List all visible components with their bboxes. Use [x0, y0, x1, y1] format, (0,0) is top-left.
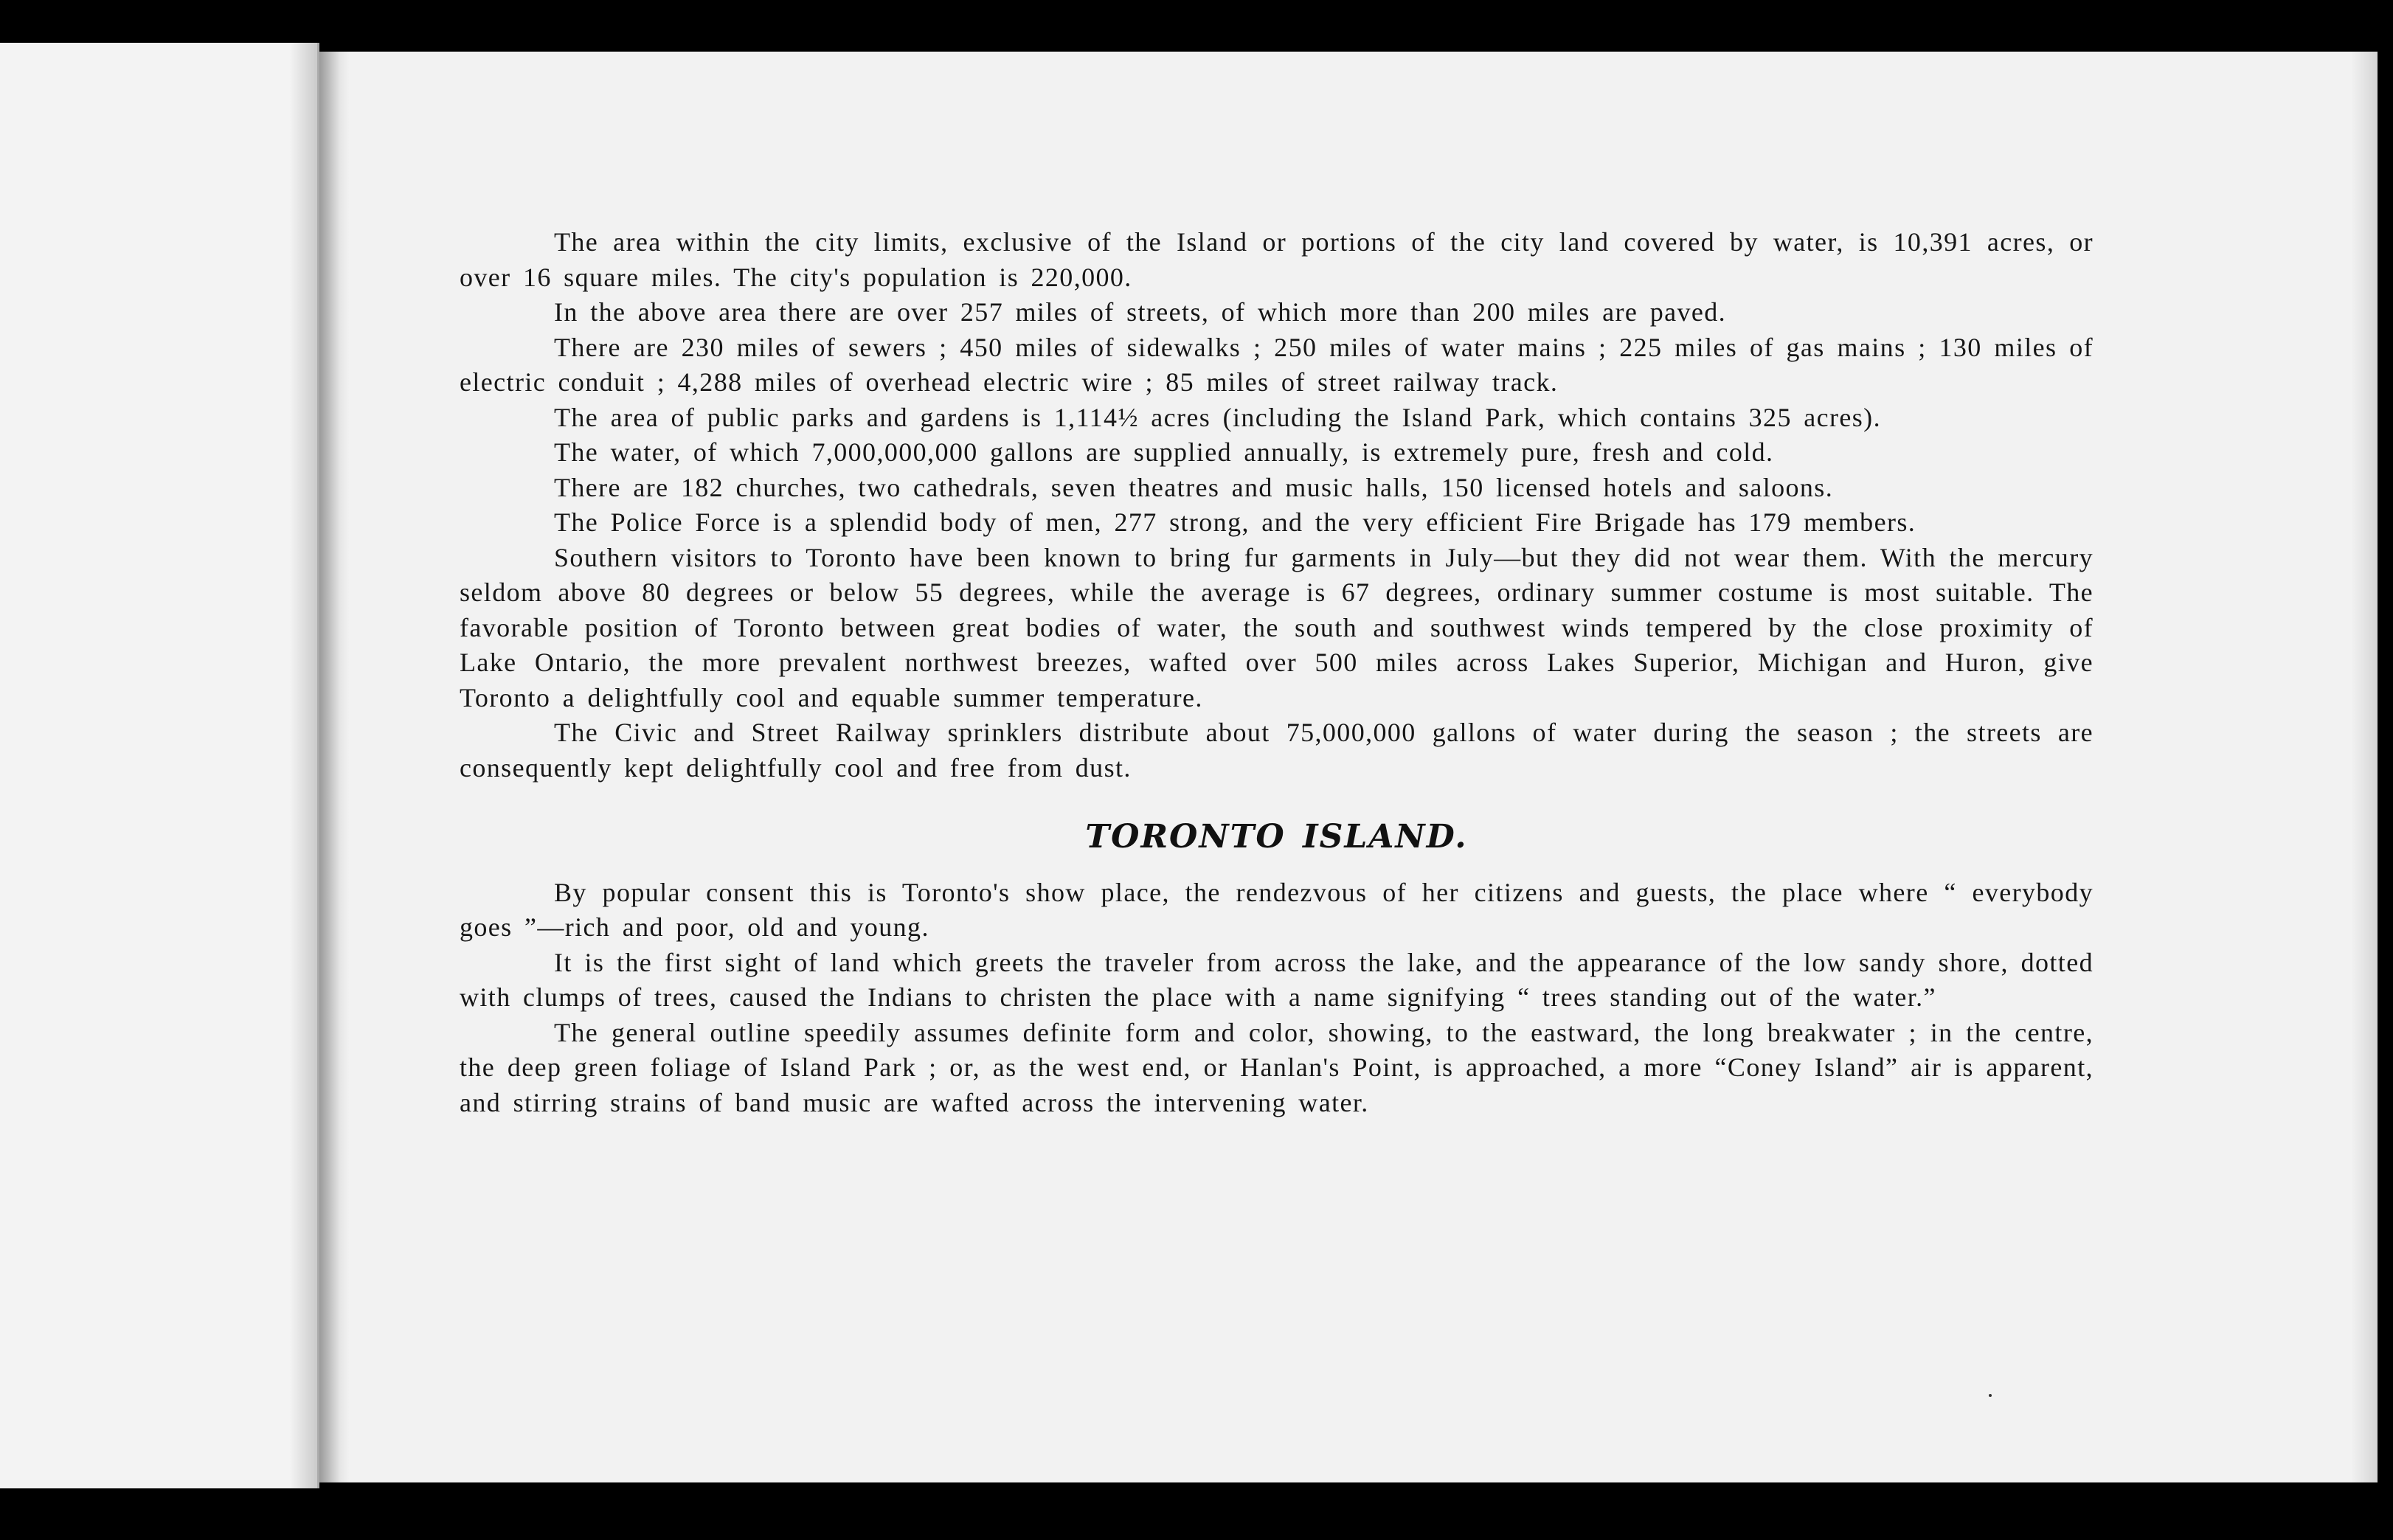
paragraph-climate: Southern visitors to Toronto have been known to bring fur garments in July—but they did not wear them. With the mercury seldom above 80 degrees or below 55 degrees, while the average is 67 degrees, ordinary summer costume is most suitable. The favorable position of Toronto between great bodies of water, the south and southwest winds tempered by the close proximity of Lake Ontario, the more prevalent northwest breezes, wafted over 500 miles across Lakes Superior, Michigan and Huron, give Toronto a delightfully cool and equable summer temperature.: [460, 542, 2094, 712]
paragraph-streets: In the above area there are over 257 miles of streets, of which more than 200 miles are paved.: [554, 297, 1727, 327]
paragraph-parks: The area of public parks and gardens is 1,114½ acres (including the Island Park, which contains 325 acres).: [554, 402, 1881, 432]
paragraph-outline: The general outline speedily assumes definite form and color, showing, to the eastward, the long breakwater ; in the centre, the deep green foliage of Island Park ; or, as the west end, or Hanlan's Point, is approached, a more “Coney Island” air is apparent, and stirring strains of band music are wafted across the intervening water.: [460, 1017, 2094, 1117]
paragraph-city-area: The area within the city limits, exclusive of the Island or portions of the city land covered by water, is 10,391 acres, or over 16 square miles. The city's population is 220,000.: [460, 227, 2094, 292]
book-gutter: [319, 52, 349, 1482]
paragraph-water: The water, of which 7,000,000,000 gallons are supplied annually, is extremely pure, fresh and cold.: [554, 437, 1774, 467]
paragraph-utilities: There are 230 miles of sewers ; 450 miles of sidewalks ; 250 miles of water mains ; 225 miles of gas mains ; 130 miles of electric conduit ; 4,288 miles of overhead electric wire ; 85 miles of street railway track.: [460, 332, 2094, 397]
text-page: [349, 52, 2378, 1482]
paragraph-churches: There are 182 churches, two cathedrals, seven theatres and music halls, 150 licensed hotels and saloons.: [554, 472, 1834, 502]
paragraph-first-sight: It is the first sight of land which greets the traveler from across the lake, and the appearance of the low sandy shore, dotted with clumps of trees, caused the Indians to christen the place with a name signifying “ trees standing out of the water.”: [460, 947, 2094, 1012]
section-title: TORONTO ISLAND.: [1085, 818, 1468, 856]
blank-left-page: [0, 43, 319, 1488]
scan-speck: [1989, 1394, 1992, 1397]
paragraph-show-place: By popular consent this is Toronto's show place, the rendezvous of her citizens and guests, the place where “ everybody goes ”—rich and poor, old and young.: [460, 877, 2094, 942]
paragraph-sprinklers: The Civic and Street Railway sprinklers distribute about 75,000,000 gallons of water during the season ; the streets are consequently kept delightfully cool and free from dust.: [460, 718, 2094, 783]
paragraph-police: The Police Force is a splendid body of men, 277 strong, and the very efficient Fire Brigade has 179 members.: [554, 507, 1916, 537]
page-text: [460, 225, 2094, 1120]
